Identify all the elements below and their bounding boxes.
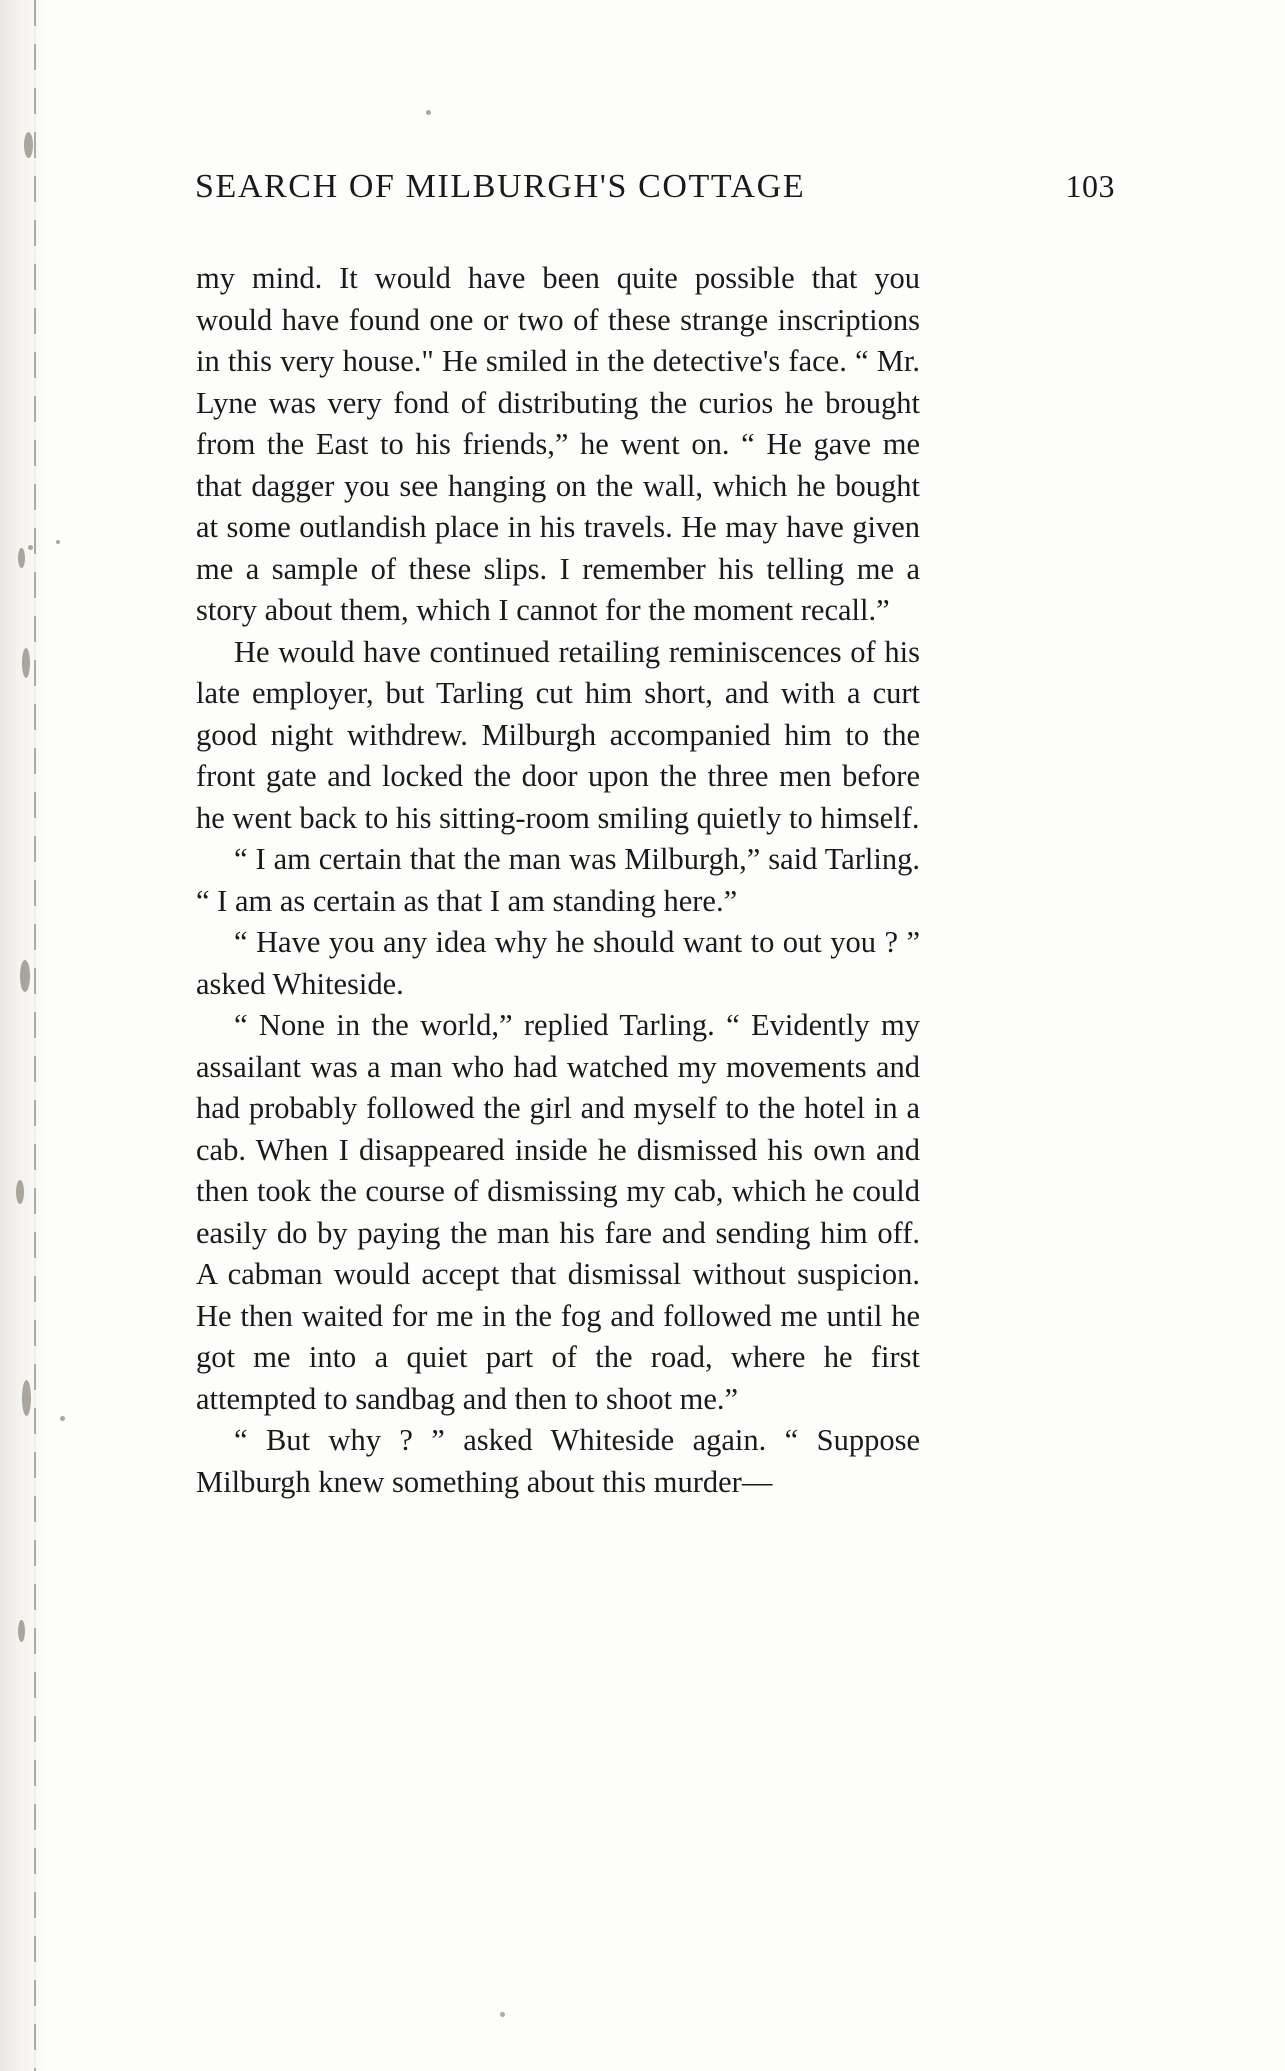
paragraph: “ But why ? ” asked Whiteside again. “ Suppose Milburgh knew something about this murder— [196, 1423, 920, 1499]
body-text [196, 258, 920, 1503]
paragraph: He would have continued retailing reminiscences of his late employer, but Tarling cut him short, and with a curt good night withdrew. Milburgh accompanied him to the front gate and locked the door upon the three men before he went back to his sitting-room smiling quietly to himself. [196, 634, 920, 835]
paragraph: my mind. It would have been quite possible that you would have found one or two of these strange inscriptions in this very house." He smiled in the detective's face. “ Mr. Lyne was very fond of distributing the curios he brought from the East to his friends,” he went on. “ He gave me that dagger you see hanging on the wall, which he bought at some outlandish place in his travels. He may have given me a sample of these slips. I remember his telling me a story about them, which I cannot for the moment recall.” [196, 261, 920, 627]
running-title: SEARCH OF MILBURGH'S COTTAGE [195, 168, 806, 205]
page-number: 103 [1065, 168, 1115, 204]
paragraph: “ None in the world,” replied Tarling. “ Evidently my assailant was a man who had watched my movements and had probably followed the girl and myself to the hotel in a cab. When I disappeared inside he dismissed his own and then took the course of dismissing my cab, which he could easily do by paying the man his fare and sending him off. A cabman would accept that dismissal without suspicion. He then waited for me in the fog and followed me until he got me into a quiet part of the road, where he first attempted to sandbag and then to shoot me.” [196, 1008, 920, 1416]
paragraph: “ Have you any idea why he should want to out you ? ” asked Whiteside. [196, 925, 920, 1001]
paragraph: “ I am certain that the man was Milburgh,” said Tarling. “ I am as certain as that I am standing here.” [196, 842, 920, 918]
page-header [195, 168, 1115, 206]
